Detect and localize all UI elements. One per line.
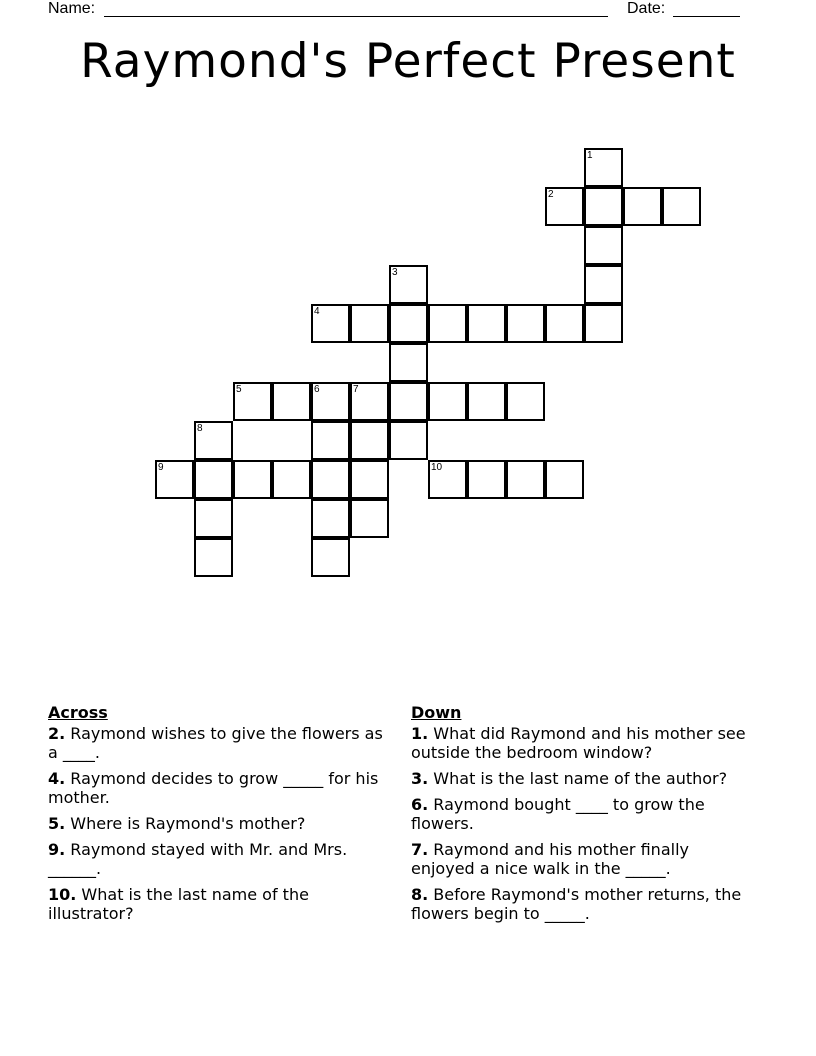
clue-item [411,885,756,923]
crossword-cell[interactable] [545,304,584,343]
crossword-cell[interactable] [389,343,428,382]
clue-text: Where is Raymond's mother? [65,814,306,833]
clue-number: 9. [48,840,66,859]
clue-number: 6. [411,795,429,814]
crossword-cell[interactable] [584,187,623,226]
clue-item [48,724,388,762]
clue-item [48,814,388,833]
clue-item [411,840,756,878]
crossword-cell[interactable] [311,460,350,499]
crossword-cell[interactable] [194,460,233,499]
crossword-cell[interactable] [584,148,623,187]
crossword-cell[interactable] [506,382,545,421]
clue-number: 4. [48,769,66,788]
cell-number: 10 [431,462,443,473]
crossword-cell[interactable] [389,421,428,460]
crossword-cell[interactable] [545,187,584,226]
crossword-cell[interactable] [311,499,350,538]
cell-number: 8 [197,423,203,434]
crossword-cell[interactable] [194,499,233,538]
clue-item [411,724,756,762]
crossword-cell[interactable] [311,382,350,421]
crossword-cell[interactable] [467,460,506,499]
clue-item [48,840,388,878]
across-heading: Across [48,703,108,722]
crossword-cell[interactable] [623,187,662,226]
crossword-cell[interactable] [467,382,506,421]
clue-number: 3. [411,769,429,788]
cell-number: 7 [353,384,359,395]
crossword-cell[interactable] [311,538,350,577]
crossword-cell[interactable] [389,382,428,421]
cell-number: 2 [548,189,554,200]
crossword-cell[interactable] [428,304,467,343]
clue-text: Raymond and his mother finally enjoyed a nice walk in the _____. [411,840,689,878]
cell-number: 6 [314,384,320,395]
crossword-cell[interactable] [233,382,272,421]
crossword-cell[interactable] [662,187,701,226]
crossword-cell[interactable] [155,460,194,499]
crossword-cell[interactable] [350,460,389,499]
clue-text: Raymond bought ____ to grow the flowers. [411,795,705,833]
clue-item [411,769,756,788]
crossword-cell[interactable] [272,460,311,499]
clue-number: 8. [411,885,429,904]
clue-text: Raymond decides to grow _____ for his mother. [48,769,379,807]
clue-number: 5. [48,814,66,833]
clue-text: Before Raymond's mother returns, the flowers begin to _____. [411,885,742,923]
cell-number: 9 [158,462,164,473]
crossword-cell[interactable] [233,460,272,499]
crossword-cell[interactable] [311,421,350,460]
crossword-cell[interactable] [467,304,506,343]
crossword-cell[interactable] [428,460,467,499]
cell-number: 3 [392,267,398,278]
clue-number: 2. [48,724,66,743]
crossword-cell[interactable] [584,304,623,343]
clue-text: What did Raymond and his mother see outside the bedroom window? [411,724,746,762]
crossword-cell[interactable] [350,304,389,343]
crossword-cell[interactable] [506,304,545,343]
cell-number: 5 [236,384,242,395]
clue-text: What is the last name of the author? [428,769,728,788]
crossword-cell[interactable] [350,382,389,421]
crossword-cell[interactable] [350,499,389,538]
crossword-cell[interactable] [428,382,467,421]
crossword-cell[interactable] [506,460,545,499]
clue-item [411,795,756,833]
clue-number: 1. [411,724,429,743]
crossword-cell[interactable] [389,304,428,343]
clue-number: 7. [411,840,429,859]
crossword-cell[interactable] [545,460,584,499]
down-clues [411,703,756,930]
clue-text: Raymond stayed with Mr. and Mrs. ______. [48,840,348,878]
clue-item [48,769,388,807]
crossword-cell[interactable] [584,226,623,265]
crossword-cell[interactable] [272,382,311,421]
clue-text: Raymond wishes to give the flowers as a ____. [48,724,383,762]
crossword-cell[interactable] [350,421,389,460]
clue-item [48,885,388,923]
page-title: Raymond's Perfect Present [80,34,736,89]
cell-number: 4 [314,306,320,317]
down-heading: Down [411,703,462,722]
clue-number: 10. [48,885,77,904]
clue-text: What is the last name of the illustrator? [48,885,309,923]
date-label: Date: [627,0,666,17]
cell-number: 1 [587,150,593,161]
crossword-cell[interactable] [194,421,233,460]
crossword-cell[interactable] [584,265,623,304]
across-clues [48,703,388,930]
crossword-cell[interactable] [389,265,428,304]
crossword-cell[interactable] [311,304,350,343]
crossword-cell[interactable] [194,538,233,577]
name-label: Name: [48,0,96,17]
